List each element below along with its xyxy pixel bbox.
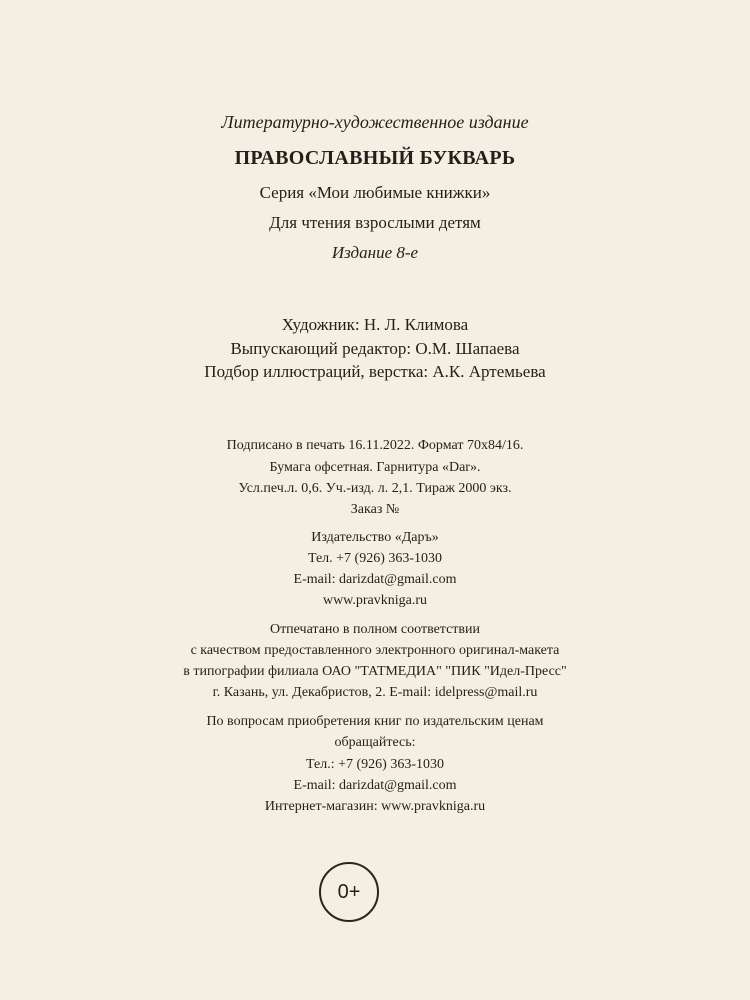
credit-editor: Выпускающий редактор: О.М. Шапаева <box>230 339 520 358</box>
spec-line: Подписано в печать 16.11.2022. Формат 70х84/16. <box>226 438 524 453</box>
publisher-name: Издательство «Даръ» <box>311 530 439 545</box>
credit-artist: Художник: Н. Л. Климова <box>281 315 469 334</box>
printing-line: с качеством предоставленного электронного оригинал-макета <box>190 643 560 658</box>
publisher-phone: Тел. +7 (926) 363-1030 <box>307 551 443 566</box>
credit-layout: Подбор иллюстраций, верстка: А.К. Артемьева <box>204 362 546 381</box>
publisher-email: E-mail: darizdat@gmail.com <box>293 572 457 587</box>
book-title: ПРАВОСЛАВНЫЙ БУКВАРЬ <box>234 147 516 169</box>
purchase-phone: Тел.: +7 (926) 363-1030 <box>306 757 444 772</box>
age-rating-badge: 0+ <box>319 862 379 922</box>
spec-line: Бумага офсетная. Гарнитура «Dar». <box>269 460 481 475</box>
publisher-website: www.pravkniga.ru <box>322 593 428 608</box>
purchase-email: E-mail: darizdat@gmail.com <box>293 778 457 793</box>
printing-line: г. Казань, ул. Декабристов, 2. E-mail: idelpress@mail.ru <box>212 685 538 700</box>
purchase-line: обращайтесь: <box>334 735 416 750</box>
series-line: Серия «Мои любимые книжки» <box>259 183 491 202</box>
purchase-webshop: Интернет-магазин: www.pravkniga.ru <box>264 799 486 814</box>
edition-type: Литературно-художественное издание <box>221 112 529 132</box>
spec-line: Усл.печ.л. 0,6. Уч.-изд. л. 2,1. Тираж 2000 экз. <box>238 481 512 496</box>
purchase-line: По вопросам приобретения книг по издательским ценам <box>206 714 544 729</box>
printing-line: в типографии филиала ОАО "ТАТМЕДИА" "ПИК "Идел-Пресс" <box>183 664 567 679</box>
spec-line: Заказ № <box>350 502 400 517</box>
audience-line: Для чтения взрослыми детям <box>269 213 481 232</box>
printing-line: Отпечатано в полном соответствии <box>269 622 481 637</box>
edition-number: Издание 8-е <box>331 243 419 262</box>
